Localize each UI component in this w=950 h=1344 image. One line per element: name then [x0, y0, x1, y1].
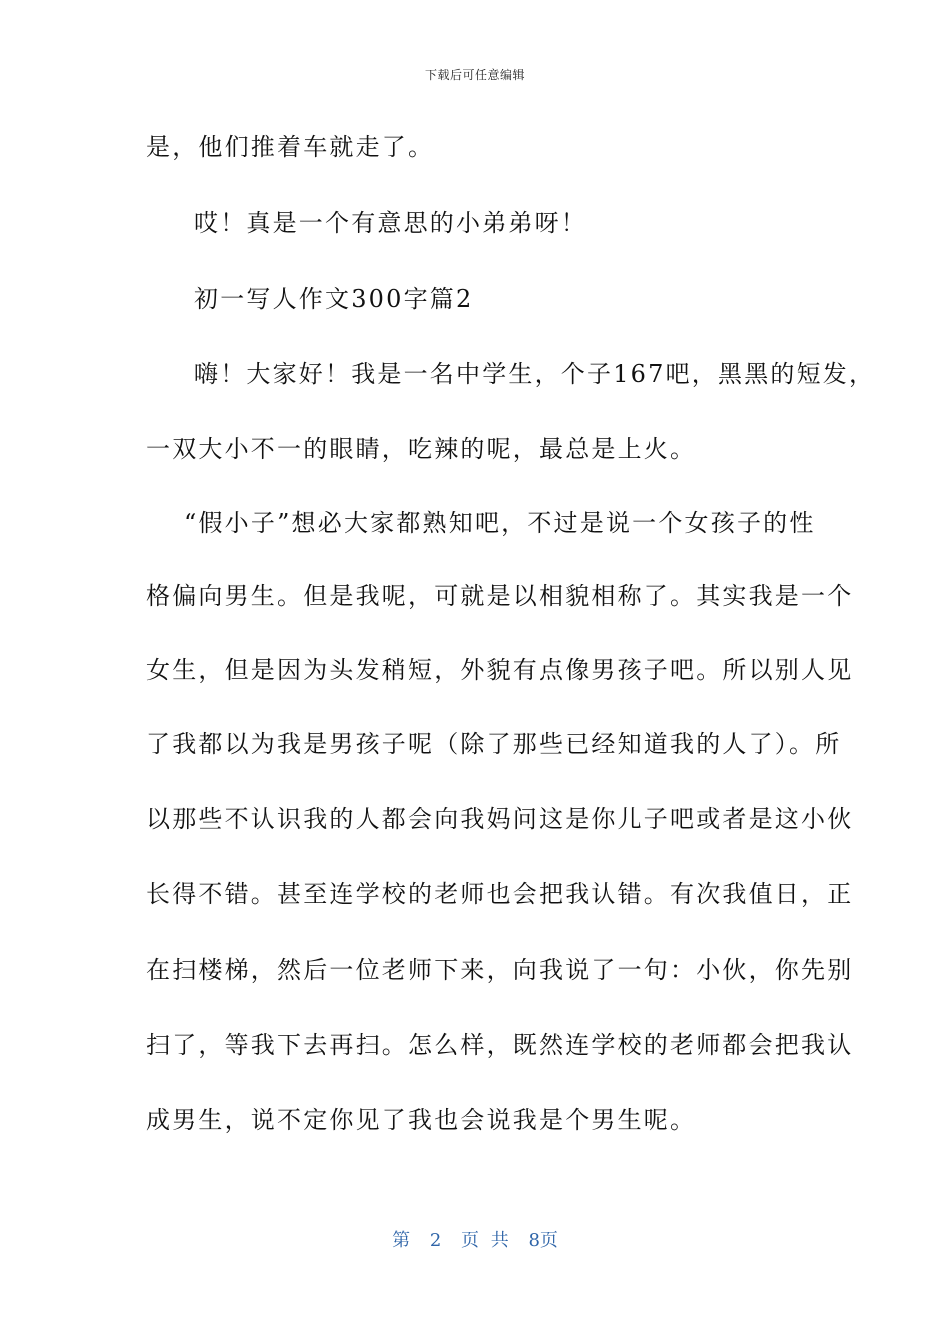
page-number-footer [0, 1226, 950, 1252]
page-prefix: 第 [392, 1230, 411, 1251]
body-line-10: 以那些不认识我的人都会向我妈问这是你儿子吧或者是这小伙 [146, 805, 854, 833]
body-line-2: 哎！真是一个有意思的小弟弟呀！ [194, 209, 587, 237]
body-line-12: 在扫楼梯，然后一位老师下来，向我说了一句：小伙，你先别 [146, 956, 854, 984]
page-total: 8页 [528, 1230, 558, 1251]
body-line-8: 女生，但是因为头发稍短，外貌有点像男孩子吧。所以别人见 [146, 656, 854, 684]
body-line-1: 是，他们推着车就走了。 [146, 133, 435, 161]
body-line-13: 扫了，等我下去再扫。怎么样，既然连学校的老师都会把我认 [146, 1031, 854, 1059]
page-mid: 页 共 [461, 1230, 509, 1251]
page-header-note: 下载后可任意编辑 [424, 68, 525, 82]
body-line-11: 长得不错。甚至连学校的老师也会把我认错。有次我值日，正 [146, 880, 854, 908]
page-current: 2 [429, 1230, 442, 1251]
body-line-14: 成男生，说不定你见了我也会说我是个男生呢。 [146, 1106, 697, 1134]
body-line-4: 嗨！大家好！我是一名中学生，个子167吧，黑黑的短发， [194, 360, 876, 388]
body-line-7: 格偏向男生。但是我呢，可就是以相貌相称了。其实我是一个 [146, 582, 854, 610]
body-line-5: 一双大小不一的眼睛，吃辣的呢，最总是上火。 [146, 435, 697, 463]
body-line-6: “假小子”想必大家都熟知吧，不过是说一个女孩子的性 [184, 509, 816, 537]
body-line-9: 了我都以为我是男孩子呢（除了那些已经知道我的人了）。所 [146, 730, 842, 758]
section-heading: 初一写人作文300字篇2 [194, 285, 474, 313]
